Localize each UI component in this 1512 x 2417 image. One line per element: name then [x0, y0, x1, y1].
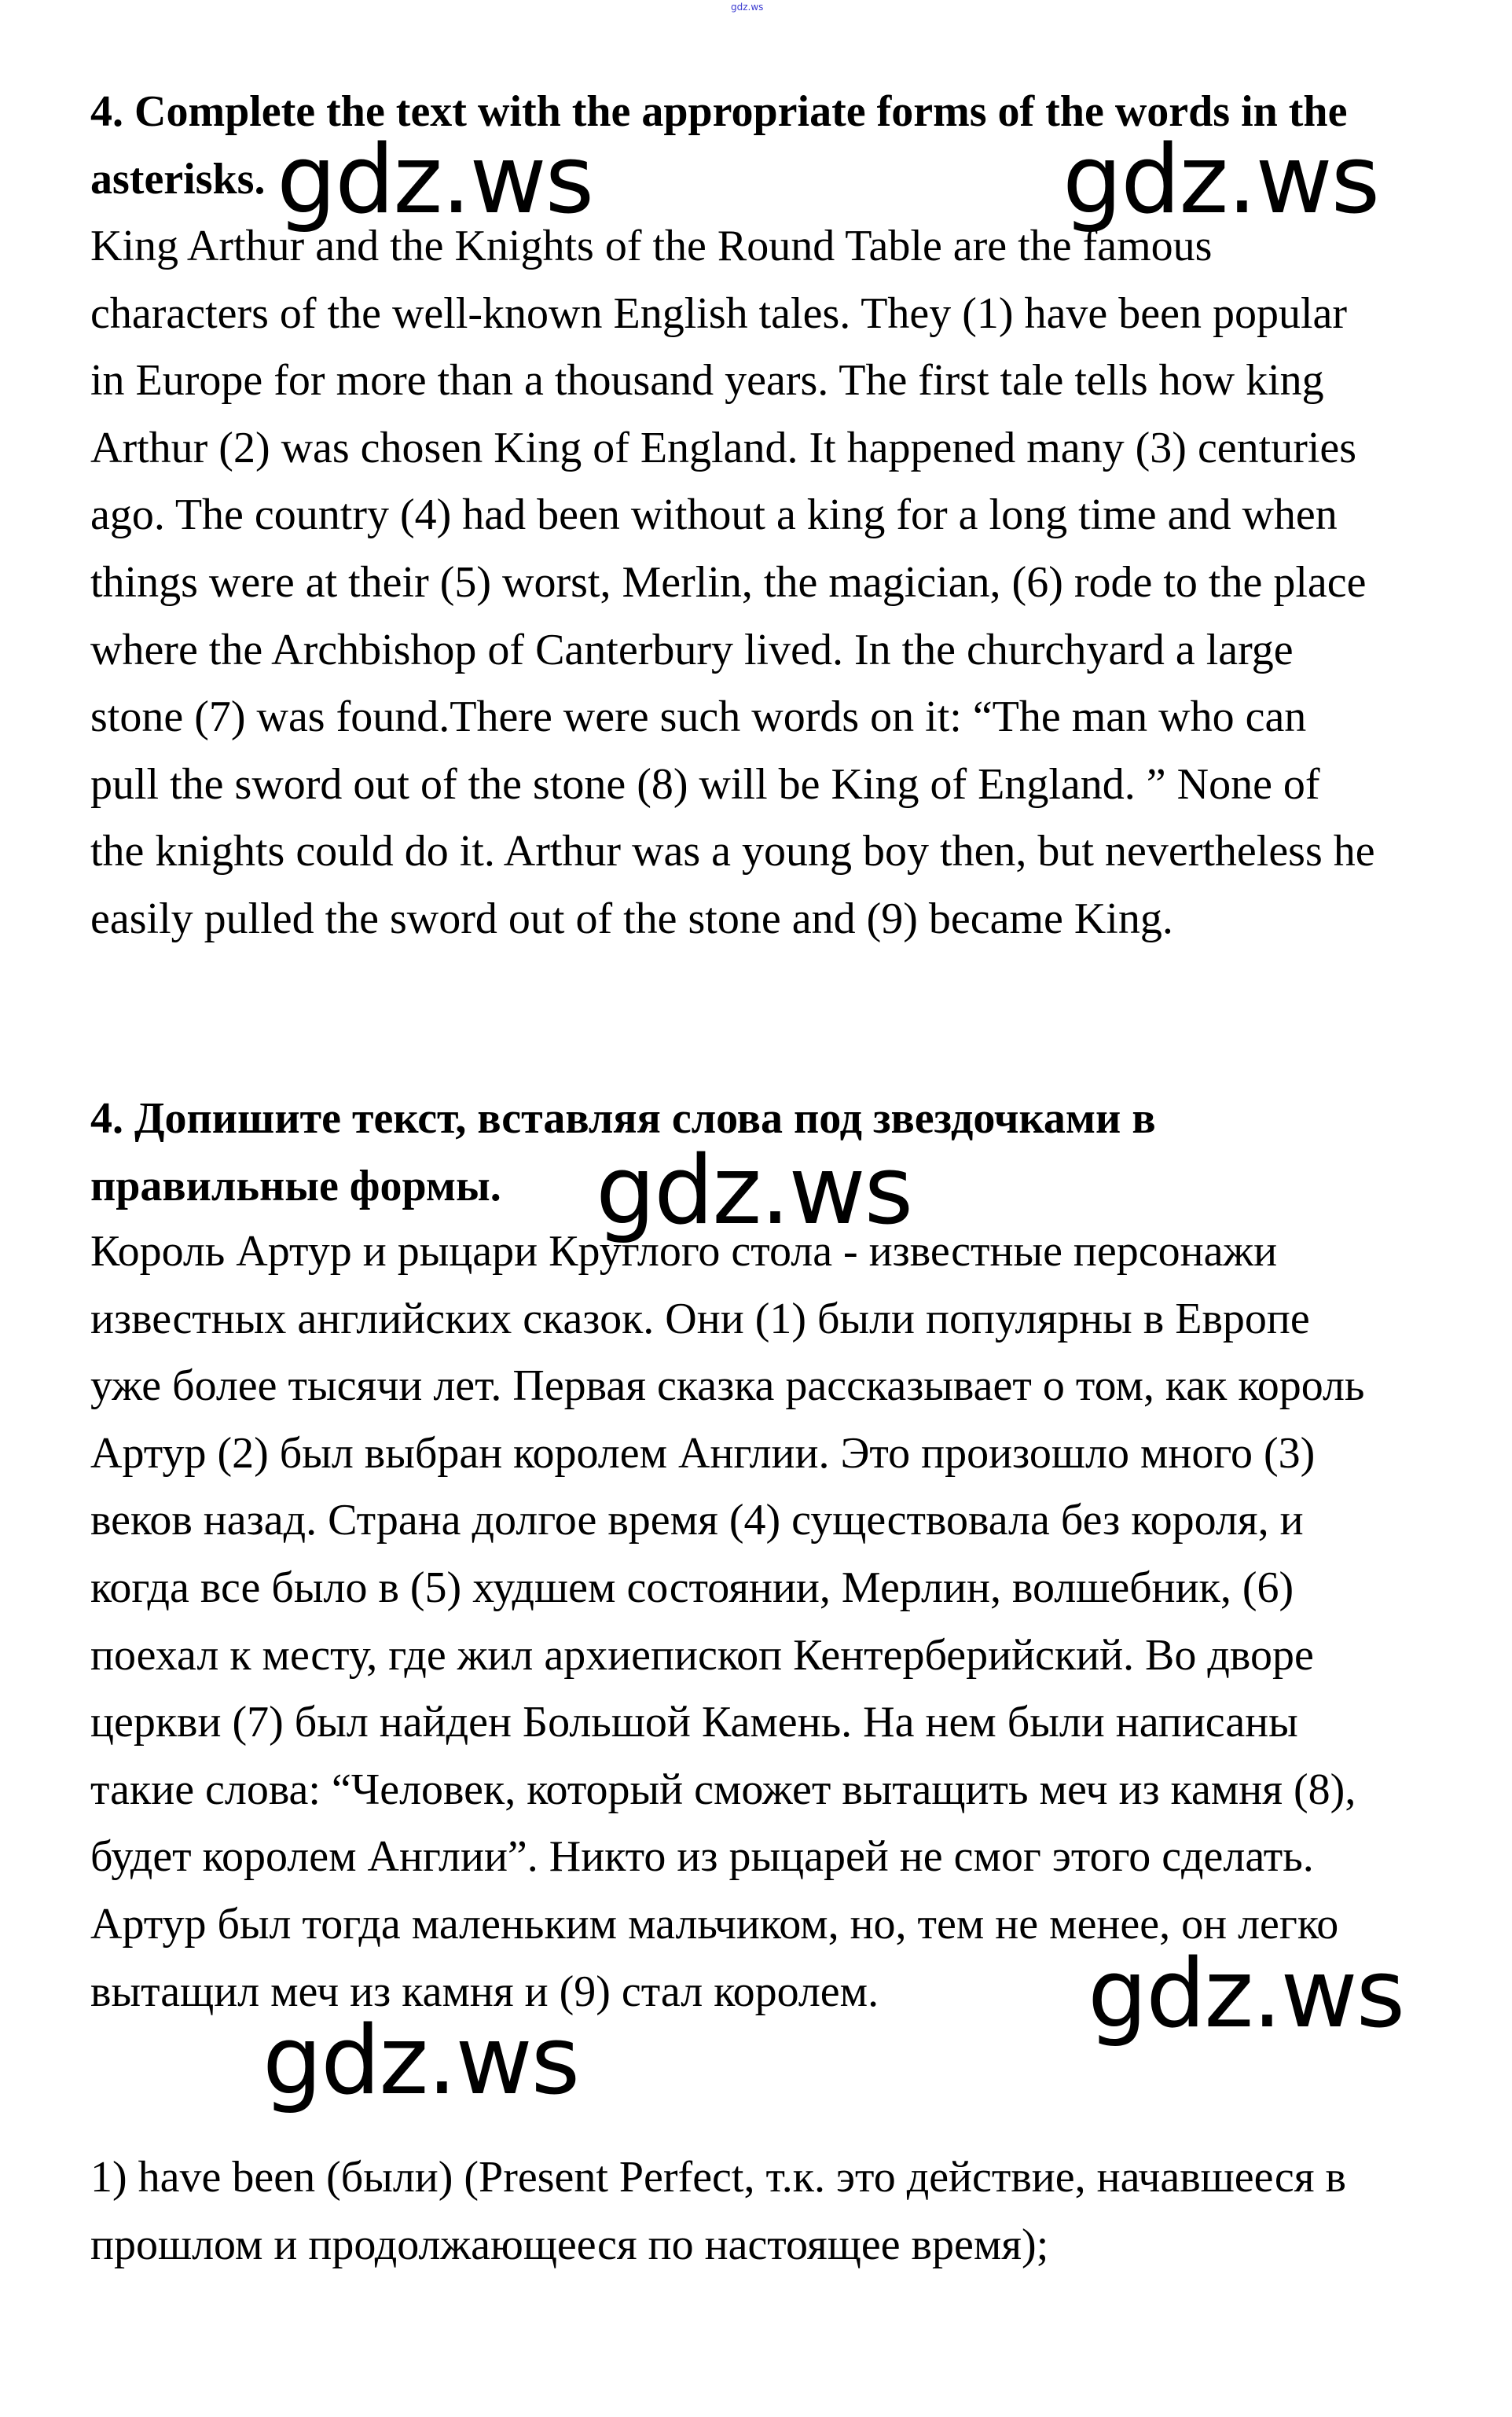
heading-line: 4. Complete the text with the appropriate forms of the words in the	[90, 87, 1348, 136]
watermark: gdz.ws	[1088, 1940, 1404, 2049]
text-line: the knights could do it. Arthur was a young boy then, but nevertheless he	[90, 827, 1375, 876]
text-line: in Europe for more than a thousand years. The first tale tells how king	[90, 356, 1324, 406]
text-line: известных английских сказок. Они (1) были популярны в Европе	[90, 1294, 1310, 1343]
text-line: characters of the well-known English tales. They (1) have been popular	[90, 288, 1348, 338]
text-line: Артур (2) был выбран королем Англии. Это произошло много (3)	[90, 1428, 1316, 1478]
english-text	[90, 213, 1497, 953]
text-line: Артур был тогда маленьким мальчиком, но, тем не менее, он легко	[90, 1899, 1339, 1949]
text-line: поехал к месту, где жил архиепископ Кентерберийский. Во дворе	[90, 1630, 1314, 1680]
answer-line: прошлом и продолжающееся по настоящее время);	[90, 2220, 1049, 2269]
text-line: Король Артур и рыцари Круглого стола - известные персонажи	[90, 1227, 1278, 1276]
watermark: gdz.ws	[277, 126, 593, 235]
text-line: where the Archbishop of Canterbury lived. In the churchyard a large	[90, 625, 1294, 674]
russian-text	[90, 1218, 1497, 2026]
text-line: когда все было в (5) худшем состоянии, Мерлин, волшебник, (6)	[90, 1563, 1294, 1612]
text-line: pull the sword out of the stone (8) will be King of England. ” None of	[90, 759, 1320, 809]
text-line: вытащил меч из камня и (9) стал королем.	[90, 1967, 879, 2016]
text-line: уже более тысячи лет. Первая сказка рассказывает о том, как король	[90, 1361, 1365, 1411]
watermark: gdz.ws	[262, 2007, 579, 2116]
text-line: things were at their (5) worst, Merlin, the magician, (6) rode to the place	[90, 557, 1367, 607]
top-watermark: gdz.ws	[731, 2, 764, 13]
text-line: ago. The country (4) had been without a king for a long time and when	[90, 490, 1338, 540]
heading-line: правильные формы.	[90, 1161, 501, 1210]
text-line: King Arthur and the Knights of the Round Table are the famous	[90, 222, 1213, 270]
text-line: easily pulled the sword out of the stone and (9) became King.	[90, 894, 1173, 943]
watermark: gdz.ws	[596, 1137, 912, 1246]
answers	[90, 2144, 1497, 2279]
heading-line: 4. Допишите текст, вставляя слова под звездочками в	[90, 1094, 1156, 1143]
answer-line: 1) have been (были) (Present Perfect, т.к. это действие, начавшееся в	[90, 2153, 1346, 2202]
text-line: веков назад. Страна долгое время (4) существовала без короля, и	[90, 1496, 1304, 1545]
text-line: Arthur (2) was chosen King of England. It happened many (3) centuries	[90, 423, 1357, 472]
text-line: будет королем Англии”. Никто из рыцарей не смог этого сделать.	[90, 1832, 1314, 1882]
heading-line: asterisks.	[90, 154, 266, 204]
text-line: церкви (7) был найден Большой Камень. На нем были написаны	[90, 1698, 1298, 1747]
watermark: gdz.ws	[1062, 126, 1379, 235]
text-line: такие слова: “Человек, который сможет вытащить меч из камня (8),	[90, 1765, 1356, 1814]
text-line: stone (7) was found.There were such words on it: “The man who can	[90, 692, 1307, 742]
